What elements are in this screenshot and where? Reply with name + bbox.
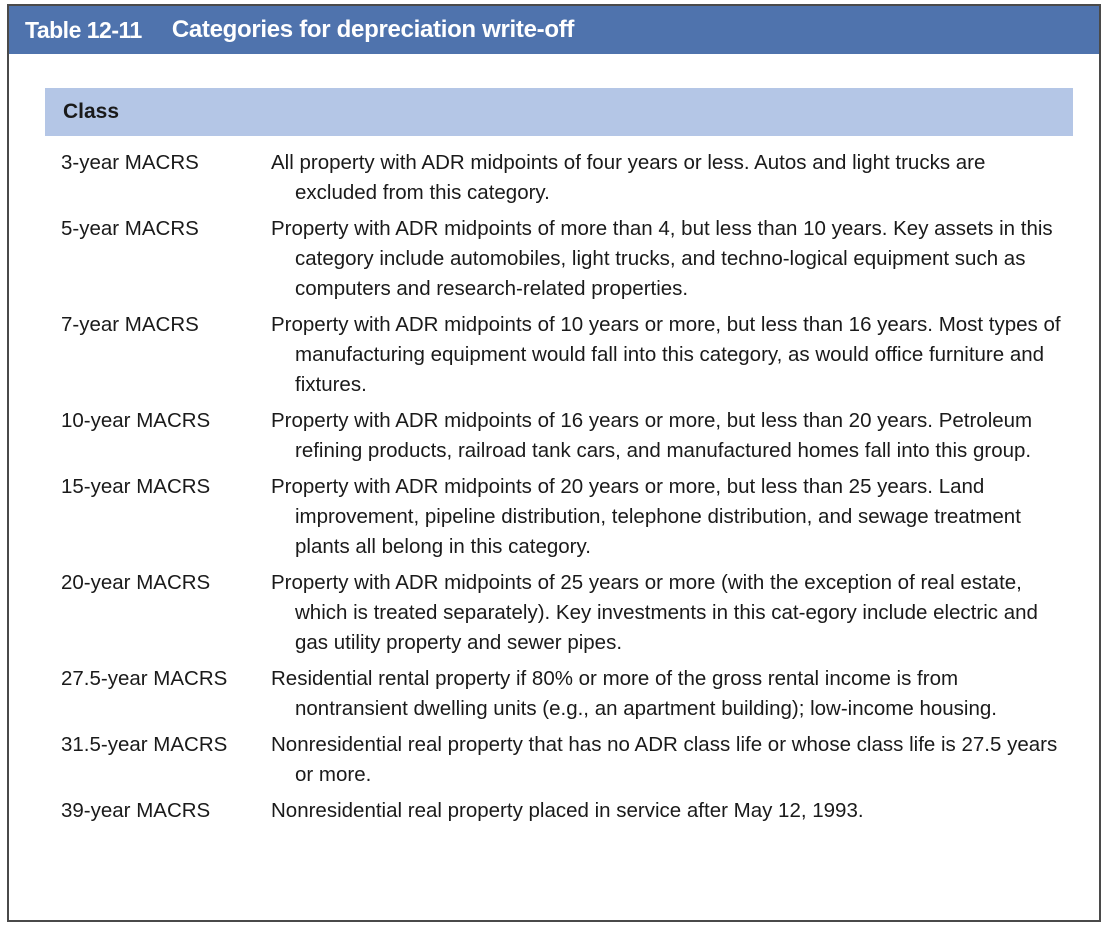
- column-header-row: [45, 88, 1073, 136]
- table-row: [61, 214, 1071, 304]
- class-cell: 31.5-year MACRS: [61, 733, 228, 756]
- class-cell: 7-year MACRS: [61, 313, 199, 336]
- class-cell: 15-year MACRS: [61, 475, 211, 498]
- description-cell: Property with ADR midpoints of 20 years or more, but less than 25 years. Land improvement, pipeline distribution, telephone distribution, and sewage treatment plants all belong in this category.: [271, 475, 1021, 558]
- table-body: [61, 148, 1071, 832]
- table-frame: [7, 4, 1101, 922]
- class-cell: 39-year MACRS: [61, 799, 211, 822]
- table-row: [61, 310, 1071, 400]
- class-cell: 20-year MACRS: [61, 571, 211, 594]
- column-header-class: Class: [63, 100, 120, 123]
- description-cell: Residential rental property if 80% or more of the gross rental income is from nontransient dwelling units (e.g., an apartment building); low-income housing.: [271, 667, 997, 720]
- description-cell: All property with ADR midpoints of four years or less. Autos and light trucks are excluded from this category.: [271, 151, 986, 204]
- description-cell: Nonresidential real property placed in service after May 12, 1993.: [271, 799, 864, 822]
- table-row: [61, 796, 1071, 826]
- description-cell: Property with ADR midpoints of 10 years or more, but less than 16 years. Most types of manufacturing equipment would fall into this category, as would office furniture and fixtures.: [271, 313, 1061, 396]
- table-row: [61, 406, 1071, 466]
- table-row: [61, 730, 1071, 790]
- table-row: [61, 568, 1071, 658]
- class-cell: 5-year MACRS: [61, 217, 199, 240]
- table-row: [61, 148, 1071, 208]
- description-cell: Property with ADR midpoints of 16 years or more, but less than 20 years. Petroleum refining products, railroad tank cars, and manufactured homes fall into this group.: [271, 409, 1033, 462]
- class-cell: 27.5-year MACRS: [61, 667, 228, 690]
- class-cell: 10-year MACRS: [61, 409, 211, 432]
- table-number: Table 12-11: [25, 16, 142, 43]
- description-cell: Property with ADR midpoints of more than 4, but less than 10 years. Key assets in this category include automobiles, light trucks, and techno-logical equipment such as computers and research-related properties.: [271, 217, 1053, 300]
- description-cell: Nonresidential real property that has no ADR class life or whose class life is 27.5 years or more.: [271, 733, 1058, 786]
- table-title: Categories for depreciation write-off: [171, 16, 575, 43]
- description-cell: Property with ADR midpoints of 25 years or more (with the exception of real estate, which is treated separately). Key investments in this cat-egory include electric and gas utility property and sewer pipes.: [271, 571, 1038, 654]
- class-cell: 3-year MACRS: [61, 151, 199, 174]
- table-row: [61, 664, 1071, 724]
- table-title-bar: [9, 6, 1099, 54]
- table-row: [61, 472, 1071, 562]
